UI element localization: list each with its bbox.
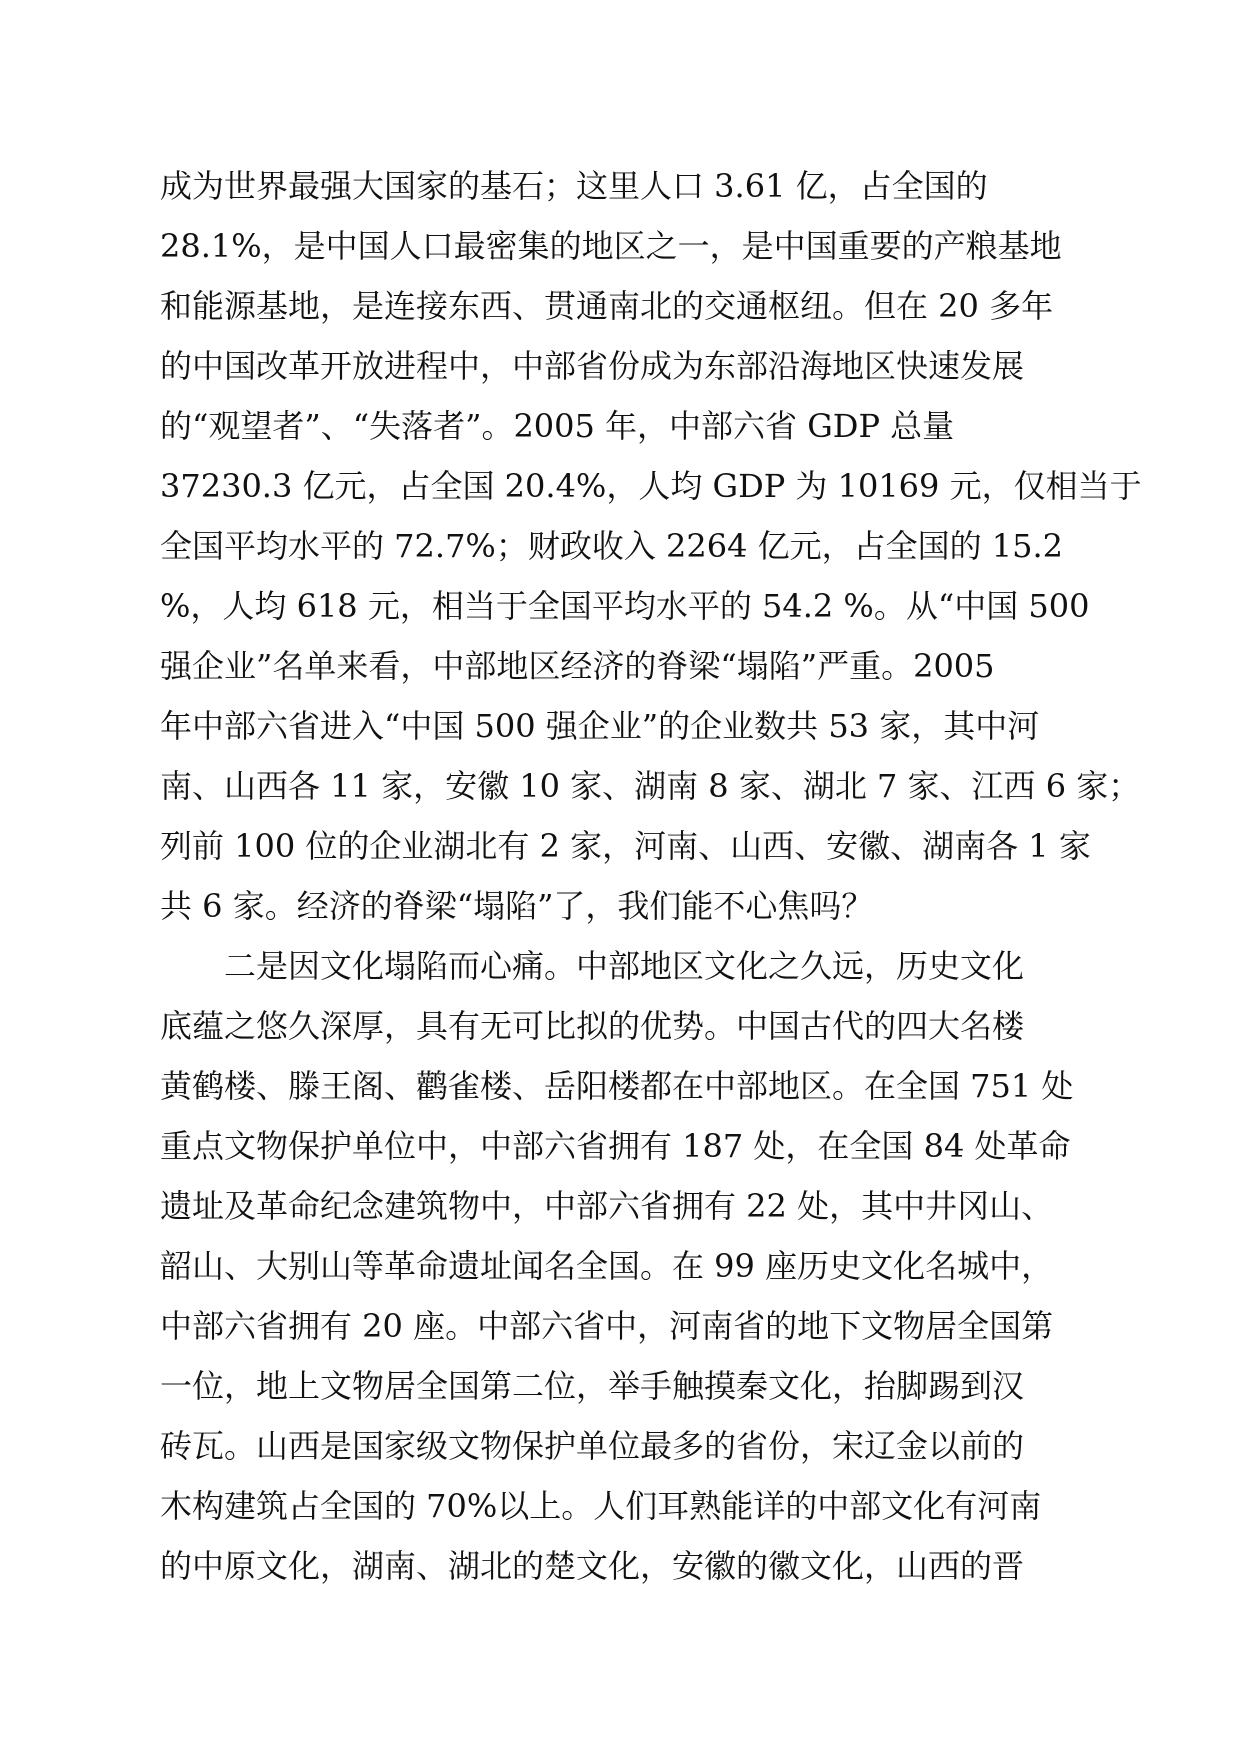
text-line: 的中国改革开放进程中，中部省份成为东部沿海地区快速发展 <box>160 347 1025 385</box>
text-line: 共 6 家。经济的脊梁“塌陷”了，我们能不心焦吗？ <box>160 887 874 925</box>
text-line: 列前 100 位的企业湖北有 2 家，河南、山西、安徽、湖南各 1 家 <box>160 827 1091 865</box>
text-line: 重点文物保护单位中，中部六省拥有 187 处，在全国 84 处革命 <box>160 1127 1071 1165</box>
text-line: 年中部六省进入“中国 500 强企业”的企业数共 53 家，其中河 <box>160 707 1040 745</box>
text-line: 强企业”名单来看，中部地区经济的脊梁“塌陷”严重。2005 <box>160 647 995 685</box>
text-line: 28.1%，是中国人口最密集的地区之一，是中国重要的产粮基地 <box>160 227 1062 265</box>
paragraph-start-line: 二是因文化塌陷而心痛。中部地区文化之久远，历史文化 <box>224 947 1025 985</box>
text-line: 一位，地上文物居全国第二位，举手触摸秦文化，抬脚踢到汉 <box>160 1367 1025 1405</box>
text-line: 的中原文化，湖南、湖北的楚文化，安徽的徽文化，山西的晋 <box>160 1547 1025 1585</box>
text-line: 黄鹤楼、滕王阁、鹳雀楼、岳阳楼都在中部地区。在全国 751 处 <box>160 1067 1074 1105</box>
text-line: 砖瓦。山西是国家级文物保护单位最多的省份，宋辽金以前的 <box>160 1427 1025 1465</box>
text-line: 遗址及革命纪念建筑物中，中部六省拥有 22 处，其中井冈山、 <box>160 1187 1054 1225</box>
body-text <box>160 156 1142 1596</box>
text-line: 37230.3 亿元，占全国 20.4%，人均 GDP 为 10169 元，仅相当于 <box>160 467 1142 505</box>
text-line: %，人均 618 元，相当于全国平均水平的 54.2 %。从“中国 500 <box>160 587 1090 625</box>
text-line: 成为世界最强大国家的基石；这里人口 3.61 亿，占全国的 <box>160 167 988 205</box>
text-line: 和能源基地，是连接东西、贯通南北的交通枢纽。但在 20 多年 <box>160 287 1054 325</box>
text-line: 南、山西各 11 家，安徽 10 家、湖南 8 家、湖北 7 家、江西 6 家； <box>160 767 1141 805</box>
text-line: 的“观望者”、“失落者”。2005 年，中部六省 GDP 总量 <box>160 407 955 445</box>
text-line: 韶山、大别山等革命遗址闻名全国。在 99 座历史文化名城中， <box>160 1247 1054 1285</box>
text-line: 木构建筑占全国的 70%以上。人们耳熟能详的中部文化有河南 <box>160 1487 1042 1525</box>
text-line: 中部六省拥有 20 座。中部六省中，河南省的地下文物居全国第 <box>160 1307 1054 1345</box>
text-line: 底蕴之悠久深厚，具有无可比拟的优势。中国古代的四大名楼 <box>160 1007 1025 1045</box>
text-line: 全国平均水平的 72.7%；财政收入 2264 亿元，占全国的 15.2 <box>160 527 1064 565</box>
